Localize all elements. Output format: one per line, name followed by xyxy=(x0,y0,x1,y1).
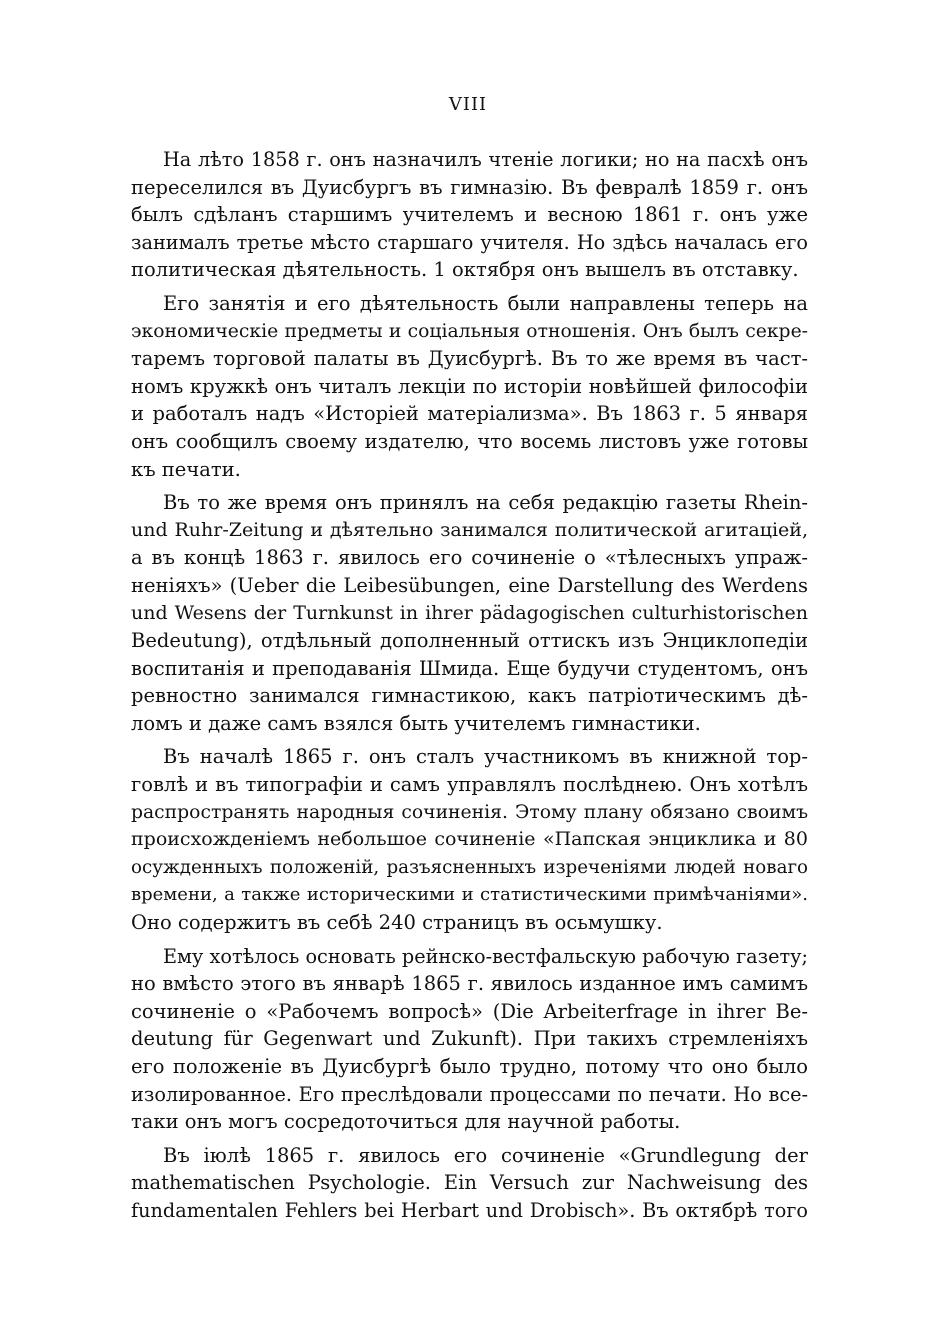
text-line: къ печати. xyxy=(131,457,241,481)
text-line: ломъ и даже самъ взялся быть учителемъ гимнастики. xyxy=(131,711,701,735)
text-line: ревностно занимался гимнастикою, какъ патріотическимъ дѣ- xyxy=(131,684,808,708)
text-line: распространять народныя сочиненія. Этому плану обязано своимъ xyxy=(131,801,808,823)
text-line: Bedeutung), отдѣльный дополненный оттискъ изъ Энциклопедіи xyxy=(131,629,808,653)
text-line: онъ сообщилъ своему издателю, что восемь листовъ уже готовы xyxy=(131,429,808,453)
text-line: таки онъ могъ сосредоточиться для научной работы. xyxy=(131,1110,681,1134)
text-line: занималъ третье мѣсто старшаго учителя. Но здѣсь началась его xyxy=(131,230,808,254)
text-line: таремъ торговой палаты въ Дуисбургѣ. Въ то же время въ част- xyxy=(131,347,808,371)
text-line: а въ концѣ 1863 г. явилось его сочиненіе о «тѣлесныхъ упраж- xyxy=(131,546,808,570)
text-line: сочиненіе о «Рабочемъ вопросѣ» (Die Arbeiterfrage in ihrer Be- xyxy=(131,999,808,1023)
text-line: неніяхъ» (Ueber die Leibesübungen, eine Darstellung des Werdens xyxy=(131,573,808,597)
text-line: осужденныхъ положеній, разъясненныхъ изреченіями людей новаго xyxy=(131,856,808,878)
paragraph-5 xyxy=(131,943,808,1136)
text-line: переселился въ Дуисбургъ въ гимназію. Въ февралѣ 1859 г. онъ xyxy=(131,175,808,199)
text-line: говлѣ и въ типографіи и самъ управлялъ послѣднею. Онъ хотѣлъ xyxy=(131,773,808,797)
text-line: На лѣто 1858 г. онъ назначилъ чтеніе логики; но на пасхѣ онъ xyxy=(163,148,808,171)
text-line: его положеніе въ Дуисбургѣ было трудно, потому что оно было xyxy=(131,1055,808,1078)
paragraph-6 xyxy=(131,1142,808,1225)
paragraph-2 xyxy=(131,290,808,483)
text-line: mathematischen Psychologie. Ein Versuch zur Nachweisung des xyxy=(131,1171,808,1195)
text-line: изолированное. Его преслѣдовали процессами по печати. Но все- xyxy=(131,1082,808,1106)
text-line: Въ то же время онъ принялъ на себя редакцію газеты Rhein- xyxy=(163,491,808,515)
text-line: Въ іюлѣ 1865 г. явилось его сочиненіе «Grundlegung der xyxy=(163,1143,808,1167)
text-line: экономическіе предметы и соціальныя отношенія. Онъ былъ секре- xyxy=(131,320,808,342)
paragraph-1 xyxy=(131,146,808,284)
text-line: Въ началѣ 1865 г. онъ сталъ участникомъ въ книжной тор- xyxy=(163,745,808,769)
text-line: номъ кружкѣ онъ читалъ лекціи по исторіи новѣйшей философіи xyxy=(131,374,808,398)
text-line: происхожденіемъ небольшое сочиненіе «Папская энциклика и 80 xyxy=(131,828,808,851)
text-line: политическая дѣятельность. 1 октября онъ вышелъ въ отставку. xyxy=(131,258,799,282)
paragraph-4 xyxy=(131,743,808,936)
text-line: deutung für Gegenwart und Zukunft). При такихъ стремленіяхъ xyxy=(131,1027,808,1051)
page-number: VIII xyxy=(448,94,488,115)
text-line: Ему хотѣлось основать рейнско-вестфальскую рабочую газету; xyxy=(163,944,808,968)
paragraph-3 xyxy=(131,489,808,737)
text-line: und Ruhr-Zeitung и дѣятельно занимался политической агитаціей, xyxy=(131,518,808,541)
text-line: воспитанія и преподаванія Шмида. Еще будучи студентомъ, онъ xyxy=(131,656,808,680)
text-line: времени, а также историческими и статистическими примѣчаніями». xyxy=(131,884,808,906)
text-line: und Wesens der Turnkunst in ihrer pädagogischen culturhistorischen xyxy=(131,601,808,624)
body-text xyxy=(131,146,808,1231)
text-line: fundamentalen Fehlers bei Herbart und Drobisch». Въ октябрѣ того xyxy=(131,1198,808,1222)
text-line: Его занятія и его дѣятельность были направлены теперь на xyxy=(163,291,808,315)
text-line: и работалъ надъ «Исторіей матеріализма». Въ 1863 г. 5 января xyxy=(131,402,808,426)
text-line: но вмѣсто этого въ январѣ 1865 г. явилось изданное имъ самимъ xyxy=(131,972,808,996)
text-line: былъ сдѣланъ старшимъ учителемъ и весною 1861 г. онъ уже xyxy=(131,203,808,227)
text-line: Оно содержитъ въ себѣ 240 страницъ въ осьмушку. xyxy=(131,911,663,935)
